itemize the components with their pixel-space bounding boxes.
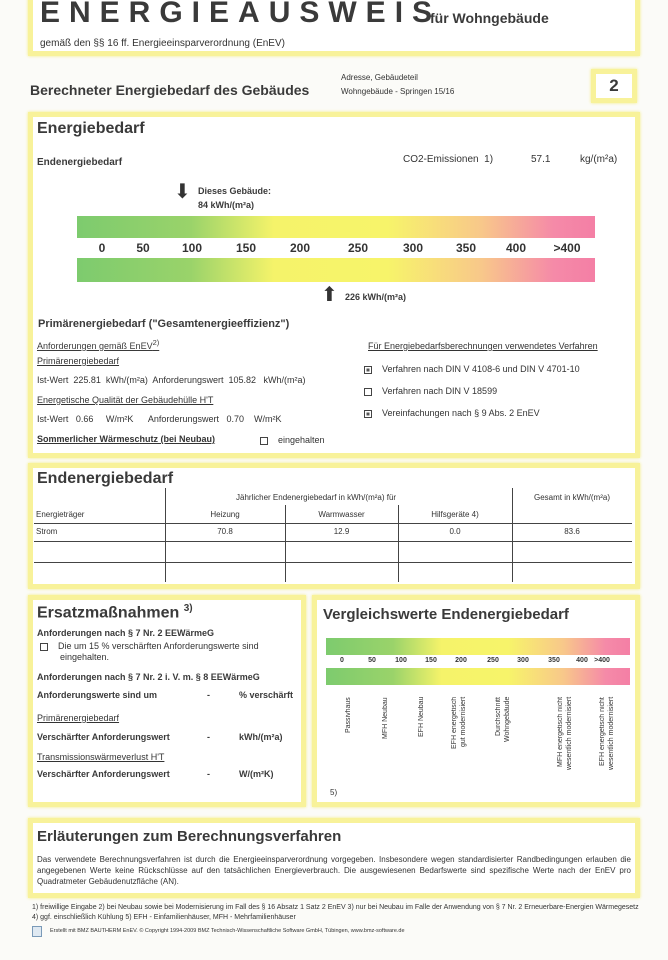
verfahren-label: Verfahren nach DIN V 18599 [382, 386, 498, 396]
checkbox-icon[interactable] [364, 366, 372, 374]
building-label: Dieses Gebäude: [198, 186, 272, 196]
ersatz-checkbox[interactable]: Die um 15 % verschärften Anforderungswerte sind eingehalten. [40, 641, 290, 663]
endenergie-scale-bar [77, 216, 595, 238]
table-cell: 0.0 [449, 527, 461, 536]
anforderungen-label: Anforderungen gemäß EnEV$^{2)}$ [37, 338, 160, 351]
table-rule [34, 562, 632, 563]
scale-tick: 250 [487, 657, 499, 664]
arrow-down-icon: ⬇ [174, 181, 191, 203]
scale-tick: 300 [517, 657, 529, 664]
ersatz-r1: Anforderungswerte sind um - % verschärft [37, 690, 294, 700]
co2-label: CO2-Emissionen 1) [403, 154, 494, 165]
vergleich-note: 5) [330, 788, 338, 797]
title-suffix: für Wohngebäude [430, 10, 549, 26]
column-header: Heizung [210, 510, 240, 519]
scale-tick: 150 [425, 657, 437, 664]
reference-label: Passivhaus [345, 697, 352, 733]
scale-tick: 100 [395, 657, 407, 664]
scale-tick: 0 [340, 657, 344, 664]
verfahren-label: Verfahren nach DIN V 4108-6 und DIN V 4701-10 [382, 364, 580, 374]
sommer-label: Sommerlicher Wärmeschutz (bei Neubau) [37, 434, 216, 444]
ersatz-trans-label: Transmissionswärmeverlust H'T [37, 752, 165, 762]
table-cell: 83.6 [564, 527, 580, 536]
checkbox-icon[interactable] [364, 388, 372, 396]
verfahren-option[interactable] [364, 408, 540, 418]
reference-label: EFH Neubau [418, 697, 425, 738]
ersatz-r3: Verschärfter Anforderungswert - W/(m²K) [37, 769, 274, 779]
address-label: Adresse, Gebäudeteil [341, 73, 418, 82]
scale-tick: 50 [136, 241, 150, 255]
primaer-label: Primärenergiebedarf [37, 356, 120, 366]
group-header: Jährlicher Endenergiebedarf in kWh/(m²a) für [236, 493, 397, 502]
vergleich-box [312, 595, 640, 807]
scale-tick: 250 [347, 241, 369, 255]
verfahren-option[interactable] [364, 364, 580, 374]
scale-tick: 200 [455, 657, 467, 664]
primaer-title: Primärenergiebedarf ("Gesamtenergieeffizienz") [38, 318, 290, 330]
ersatz-anf2: Anforderungen nach § 7 Nr. 2 i. V. m. § 8 EEWärmeG [37, 672, 260, 682]
huelle-label: Energetische Qualität der Gebäudehülle H'T [37, 395, 214, 405]
huelle-row: Ist-Wert 0.66 W/m²K Anforderungswert 0.70 W/m²K [37, 414, 282, 424]
page-number: 2 [591, 69, 637, 103]
scale-tick: 50 [368, 657, 376, 664]
ersatz-title: Ersatzmaßnahmen $^{3)}$ [37, 603, 193, 622]
co2-value: 57.1 [531, 154, 551, 165]
scale-tick: 100 [181, 241, 203, 255]
scale-tick: 0 [98, 241, 106, 255]
erlaeuterungen-text: Das verwendete Berechnungsverfahren ist durch die Energieeinsparverordnung vorgegeben. Insbesondere wegen standardisierter Randbedingungen erlauben die angegebenen Werte keine Rückschlüsse auf den tatsächlichen Energieverbrauch. Die ausgewiesenen Bedarfswerte sind spezifische Werte nach der EnEV pro Quadratmeter Gebäudenutzfläche (AN). [37, 855, 631, 886]
endenergie-subtitle: Endenergiebedarf [37, 157, 123, 168]
verfahren-title: Für Energiebedarfsberechnungen verwendetes Verfahren [368, 341, 598, 351]
scale-tick: 300 [402, 241, 424, 255]
table-cell: 70.8 [217, 527, 233, 536]
column-header: Gesamt in kWh/(m²a) [533, 493, 610, 502]
table-cell: 12.9 [333, 527, 350, 536]
reference-label: MFH energetisch nicht wesentlich modernisiert [557, 697, 573, 771]
ist-row: Ist-Wert 225.81 kWh/(m²a) Anforderungswert 105.82 kWh/(m²a) [37, 375, 306, 385]
verfahren-label: Vereinfachungen nach § 9 Abs. 2 EnEV [382, 408, 540, 418]
ersatz-anf1: Anforderungen nach § 7 Nr. 2 EEWärmeG [37, 628, 215, 638]
table-rule [34, 523, 632, 524]
vergleich-title: Vergleichswerte Endenergiebedarf [323, 606, 569, 623]
reference-label: EFH energetisch gut modernisiert [451, 697, 467, 750]
sommer-checkbox[interactable]: eingehalten [260, 435, 325, 445]
arrow-up-icon: ⬆ [321, 284, 338, 306]
column-header: Hilfsgeräte 4) [431, 510, 479, 519]
energiebedarf-title: Energiebedarf [37, 120, 145, 137]
column-header: Warmwasser [318, 510, 365, 519]
scale-tick: >400 [594, 657, 610, 664]
reference-label: EFH energetisch nicht wesentlich modernisiert [599, 697, 615, 771]
software-logo-icon [32, 926, 42, 937]
section-title: Berechneter Energiebedarf des Gebäudes [30, 82, 310, 98]
table-cell: Strom [36, 527, 58, 536]
endenergie-title: Endenergiebedarf [37, 470, 174, 487]
ersatz-prim-label: Primärenergiebedarf [37, 713, 120, 723]
scale-tick: 400 [505, 241, 527, 255]
document-title: ENERGIEAUSWEIS [40, 0, 442, 29]
address-value: Wohngebäude - Springen 15/16 [341, 87, 455, 96]
primary-value: 226 kWh/(m²a) [345, 292, 407, 302]
checkbox-icon[interactable] [364, 410, 372, 418]
subtitle: gemäß den §§ 16 ff. Energieeinsparverordnung (EnEV) [40, 38, 285, 49]
verfahren-option[interactable] [364, 386, 497, 396]
reference-label: MFH Neubau [382, 697, 389, 739]
scale-tick: 150 [235, 241, 257, 255]
reference-label: Durchschnitt Wohngebäude [495, 697, 511, 743]
co2-unit: kg/(m²a) [580, 154, 618, 165]
column-header: Energieträger [36, 510, 85, 519]
erlaeuterungen-title: Erläuterungen zum Berechnungsverfahren [37, 828, 342, 845]
scale-tick: >400 [553, 241, 581, 255]
scale-tick: 200 [289, 241, 311, 255]
ersatz-r2: Verschärfter Anforderungswert - kWh/(m²a) [37, 732, 283, 742]
scale-tick: 350 [455, 241, 477, 255]
table-rule [34, 541, 632, 542]
building-value: 84 kWh/(m²a) [198, 200, 255, 210]
scale-tick: 350 [548, 657, 560, 664]
vergleich-bar-bottom [326, 668, 630, 685]
scale-tick: 400 [576, 657, 588, 664]
primaerenergie-scale-bar [77, 258, 595, 282]
footnotes: 1) freiwillige Eingabe 2) bei Neubau sowie bei Modernisierung im Fall des § 16 Absatz 1 Satz 2 EnEV 3) nur bei Neubau im Falle der Anwendung von § 7 Nr. 2 Erneuerbare-Energien Wärmegesetz 4) ggf. einschließlich Kühlung 5) EFH - Einfamilienhäuser, MFH - Mehrfamilienhäuser [32, 904, 639, 921]
vergleich-bar-top [326, 638, 630, 655]
credit: Erstellt mit BMZ BAUTHERM EnEV. © Copyright 1994-2009 BMZ Technisch-Wissenschaftliche Software GmbH, Tübingen, www.bmz-software.de [50, 928, 405, 934]
